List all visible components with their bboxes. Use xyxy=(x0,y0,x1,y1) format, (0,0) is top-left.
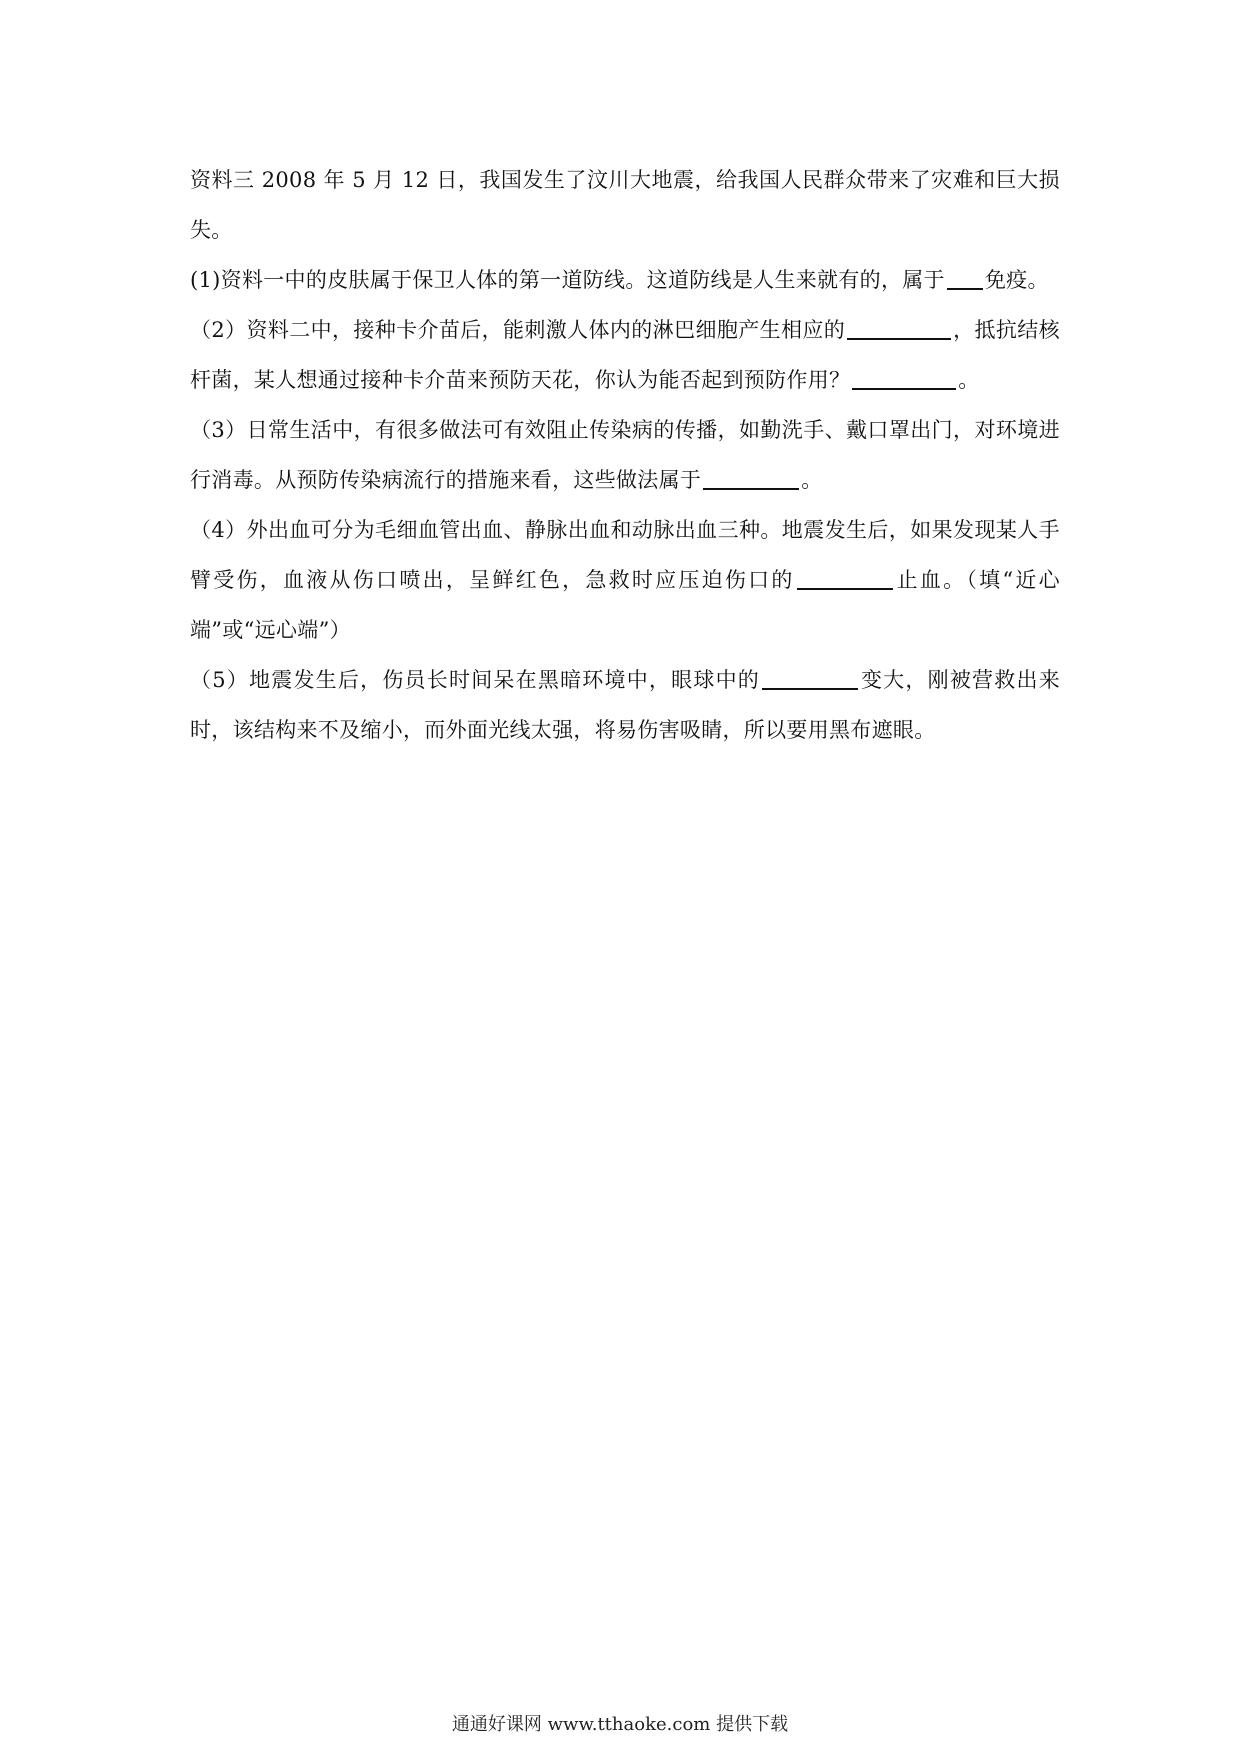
question-2-text-part1: （2）资料二中，接种卡介苗后，能刺激人体内的淋巴细胞产生相应的 xyxy=(190,318,846,342)
question-2-blank-2[interactable] xyxy=(852,364,956,390)
question-2-text-part2: ，抵抗结核杆菌，某人想通过接种卡介苗来预防天花，你认为能否起到预防作用？ xyxy=(190,318,1060,392)
question-1 xyxy=(190,255,1060,305)
question-1-text-before: (1)资料一中的皮肤属于保卫人体的第一道防线。这道防线是人生来就有的，属于 xyxy=(190,268,945,292)
question-3-blank[interactable] xyxy=(703,464,799,490)
question-1-blank[interactable] xyxy=(947,264,983,290)
question-5-text-before: （5）地震发生后，伤员长时间呆在黑暗环境中，眼球中的 xyxy=(190,668,761,692)
material-3-paragraph xyxy=(190,155,1060,255)
question-5-text-after: 变大，刚被营救出来时，该结构来不及缩小，而外面光线太强，将易伤害吸睛，所以要用黑布遮眼。 xyxy=(190,668,1060,742)
material-3-text: 资料三 2008 年 5 月 12 日，我国发生了汶川大地震，给我国人民群众带来了灾难和巨大损失。 xyxy=(190,168,1060,242)
question-2 xyxy=(190,305,1060,405)
document-body xyxy=(190,155,1060,755)
question-4-text-before: （4）外出血可分为毛细血管出血、静脉出血和动脉出血三种。地震发生后，如果发现某人手臂受伤，血液从伤口喷出，呈鲜红色，急救时应压迫伤口的 xyxy=(190,518,1060,592)
question-4-blank[interactable] xyxy=(797,564,893,590)
question-2-text-part3: 。 xyxy=(958,368,980,392)
question-5-blank[interactable] xyxy=(762,664,858,690)
question-5 xyxy=(190,655,1060,755)
question-2-blank-1[interactable] xyxy=(847,314,951,340)
question-4-text-after: 止血。（填“近心端”或“远心端”） xyxy=(190,568,1060,642)
question-1-text-after: 免疫。 xyxy=(984,268,1049,292)
question-3-text-after: 。 xyxy=(801,468,823,492)
page-footer xyxy=(0,1710,1240,1736)
footer-text: 通通好课网 www.tthaoke.com 提供下载 xyxy=(451,1714,789,1735)
question-3-text-before: （3）日常生活中，有很多做法可有效阻止传染病的传播，如勤洗手、戴口罩出门，对环境进行消毒。从预防传染病流行的措施来看，这些做法属于 xyxy=(190,418,1060,492)
question-3 xyxy=(190,405,1060,505)
question-4 xyxy=(190,505,1060,655)
